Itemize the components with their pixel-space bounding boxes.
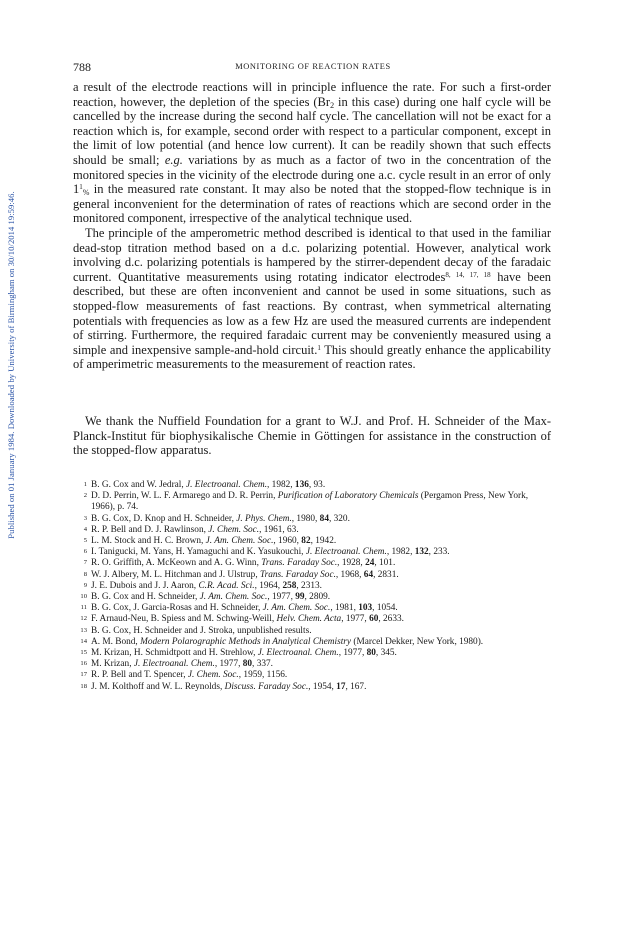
reference-text: B. G. Cox, D. Knop and H. Schneider, J. Phys. Chem., 1980, 84, 320. xyxy=(91,513,350,524)
running-head: MONITORING OF REACTION RATES xyxy=(235,62,391,71)
reference-item xyxy=(78,514,552,525)
acknowledgement-text: We thank the Nuffield Foundation for a grant to W.J. and Prof. H. Schneider of the Max-Planck-Institut für biophysikalische Chemie in Göttingen for assistance in the construction of the stopped-flow apparatus. xyxy=(73,414,551,458)
reference-text: R. P. Bell and T. Spencer, J. Chem. Soc., 1959, 1156. xyxy=(91,670,288,681)
reference-text: M. Krizan, J. Electroanal. Chem., 1977, 80, 337. xyxy=(91,659,273,670)
reference-text: F. Arnaud-Neu, B. Spiess and M. Schwing-Weill, Helv. Chem. Acta, 1977, 60, 2633. xyxy=(91,614,404,625)
reference-number: 10 xyxy=(80,593,87,601)
reference-text: B. G. Cox and H. Schneider, J. Am. Chem. Soc., 1977, 99, 2809. xyxy=(91,592,331,603)
reference-text: I. Tanigucki, M. Yans, H. Yamaguchi and K. Yasukouchi, J. Electroanal. Chem., 1982, 132, 233. xyxy=(91,547,450,558)
reference-item xyxy=(78,547,552,558)
paragraph-2: The principle of the amperometric method described is identical to that used in the familiar dead-stop titration method based on a d.c. polarizing potential. However, analytical work involving d.c. polarizing potentials is hampered by the stirrer-dependent decay of the faradaic current. Quantitative measurements using rotating indicator electrodes$^{8, 14, 17, 18}$ have been described, but these are often inconvenient and cannot be used in some situations, such as stopped-flow measurements of fast reactions. By contrast, when symmetrical alternating potentials with frequencies as low as a few Hz are used the measured currents are independent of stirring. Furthermore, the required faradaic current may be conveniently measured using a simple and inexpensive sample-and-hold circuit.$^1$ This should greatly enhance the applicability of amperimetric measurements to the measurement of reaction rates. xyxy=(73,225,551,372)
reference-item xyxy=(78,614,552,625)
reference-number: 13 xyxy=(80,626,87,634)
reference-text: M. Krizan, H. Schmidtpott and H. Strehlow, J. Electroanal. Chem., 1977, 80, 345. xyxy=(91,648,397,659)
reference-text: J. E. Dubois and J. J. Aaron, C.R. Acad. Sci., 1964, 258, 2313. xyxy=(91,580,322,591)
page-number: 788 xyxy=(73,60,91,74)
reference-number: 17 xyxy=(80,671,87,679)
reference-item xyxy=(78,682,552,693)
reference-item xyxy=(78,670,552,681)
reference-text: R. P. Bell and D. J. Rawlinson, J. Chem. Soc., 1961, 63. xyxy=(91,524,299,535)
reference-number: 2 xyxy=(83,492,87,500)
reference-number: 9 xyxy=(83,581,87,589)
acknowledgement xyxy=(73,414,551,458)
reference-item xyxy=(78,626,552,637)
reference-text: J. M. Kolthoff and W. L. Reynolds, Discuss. Faraday Soc., 1954, 17, 167. xyxy=(91,681,367,692)
reference-list xyxy=(78,480,552,693)
reference-number: 16 xyxy=(80,660,87,668)
body-text xyxy=(73,80,551,372)
reference-number: 15 xyxy=(80,649,87,657)
reference-item xyxy=(78,525,552,536)
reference-number: 7 xyxy=(83,559,87,567)
reference-item xyxy=(78,648,552,659)
reference-text: W. J. Albery, M. L. Hitchman and J. Ulstrup, Trans. Faraday Soc., 1968, 64, 2831. xyxy=(91,569,399,580)
reference-number: 5 xyxy=(83,537,87,545)
download-watermark xyxy=(4,150,18,580)
reference-item xyxy=(78,659,552,670)
reference-item xyxy=(78,480,552,491)
reference-number: 11 xyxy=(80,604,87,612)
reference-item xyxy=(78,637,552,648)
reference-number: 12 xyxy=(80,615,87,623)
page-header xyxy=(73,60,553,76)
reference-text: L. M. Stock and H. C. Brown, J. Am. Chem. Soc., 1960, 82, 1942. xyxy=(91,536,337,547)
reference-item xyxy=(78,592,552,603)
reference-item xyxy=(78,603,552,614)
reference-text: B. G. Cox and W. Jedral, J. Electroanal. Chem., 1982, 136, 93. xyxy=(91,480,326,490)
reference-text: A. M. Bond, Modern Polarographic Methods in Analytical Chemistry (Marcel Dekker, New York, 1980). xyxy=(91,636,484,647)
reference-number: 4 xyxy=(83,525,87,533)
reference-number: 6 xyxy=(83,548,87,556)
reference-text: B. G. Cox, J. Garcia-Rosas and H. Schneider, J. Am. Chem. Soc., 1981, 103, 1054. xyxy=(91,603,398,614)
reference-text: D. D. Perrin, W. L. F. Armarego and D. R. Perrin, Purification of Laboratory Chemicals (Pergamon Press, New York, 1966), p. 74. xyxy=(91,491,529,513)
reference-number: 18 xyxy=(80,682,87,690)
reference-number: 8 xyxy=(83,570,87,578)
reference-text: B. G. Cox, H. Schneider and J. Stroka, unpublished results. xyxy=(91,625,312,636)
paragraph-1: a result of the electrode reactions will in principle influence the rate. For such a first-order reaction, however, the depletion of the species ($Br_2$ in this case) during one half cycle will be cancelled by the increase during the second half cycle. The cancellation will not be exact for a reaction which is, for example, second order with respect to a particular component, except in the limit of low potential (and hence low current). It can be readily shown that such effects should be small; e.g. variations by as much as a factor of two in the concentration of the monitored species in the vicinity of the electrode during one a.c. cycle result in an error of only $1^1_{\%}$ in the measured rate constant. It may also be noted that the stopped-flow technique is in general inconvenient for the determination of rates of reactions which are second order in the monitored component, irrespective of the analytical technique used. xyxy=(73,80,551,226)
reference-item xyxy=(78,570,552,581)
reference-number: 14 xyxy=(80,637,87,645)
reference-text: R. O. Griffith, A. McKeown and A. G. Winn, Trans. Faraday Soc., 1928, 24, 101. xyxy=(91,558,396,569)
reference-item xyxy=(78,558,552,569)
reference-number: 3 xyxy=(83,514,87,522)
reference-item xyxy=(78,536,552,547)
reference-number: 1 xyxy=(83,481,87,488)
reference-item xyxy=(78,491,552,513)
download-watermark-text: Published on 01 January 1984. Downloaded by University of Birmingham on 30/10/2014 19:59:46. xyxy=(6,191,16,539)
reference-item xyxy=(78,581,552,592)
